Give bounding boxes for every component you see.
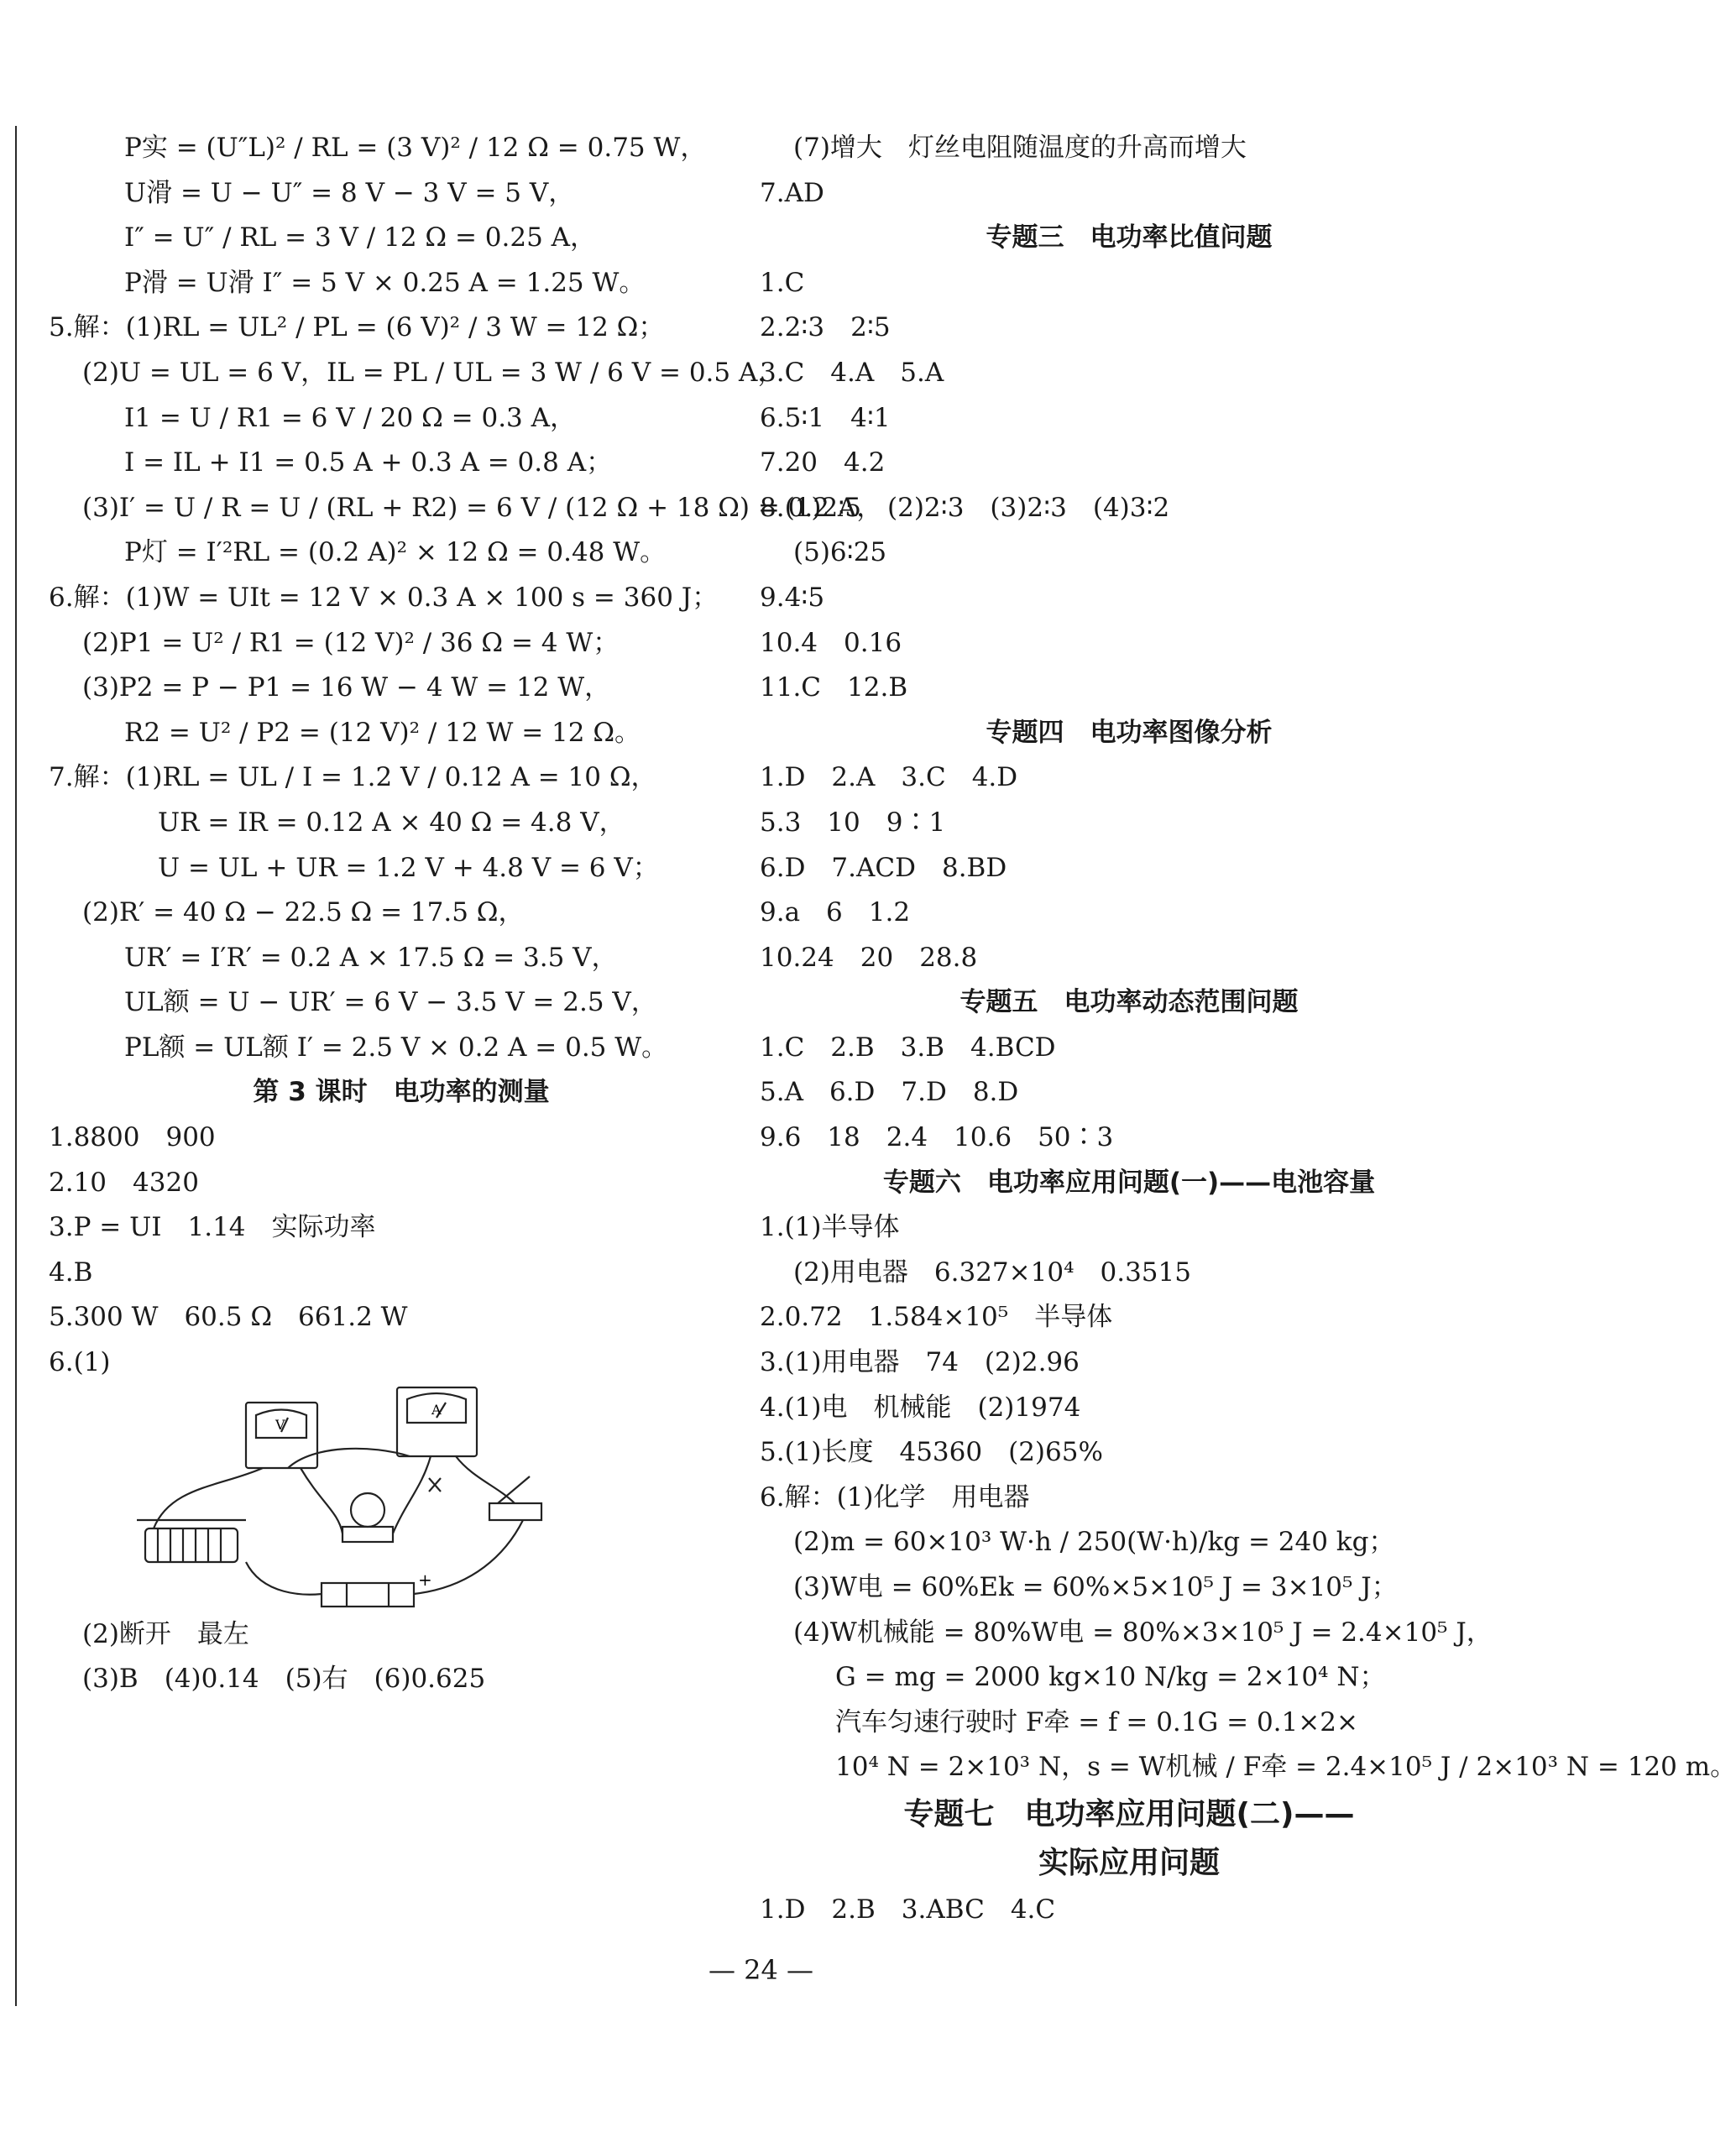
answer-line: 6.5∶1 4∶1 (760, 402, 891, 433)
bulb-icon (351, 1493, 384, 1527)
answer-line: G = mg = 2000 kg×10 N/kg = 2×10⁴ N； (835, 1662, 1386, 1693)
answer-line: 1.C 2.B 3.B 4.BCD (760, 1032, 1056, 1063)
answer-line: 10⁴ N = 2×10³ N，s = W机械 / F牵 = 2.4×10⁵ J / 2×10³ N = 120 m。 (835, 1752, 1736, 1783)
answer-line: R2 = U² / P2 = (12 V)² / 12 W = 12 Ω。 (124, 717, 641, 748)
answer-line: (2)m = 60×10³ W·h / 250(W·h)/kg = 240 kg； (793, 1527, 1395, 1558)
answer-line: 9.a 6 1.2 (760, 897, 911, 928)
answer-line: UR′ = I′R′ = 0.2 A × 17.5 Ω = 3.5 V， (124, 942, 618, 973)
answer-line: 1.8800 900 (49, 1122, 216, 1153)
answer-line: 1.D 2.A 3.C 4.D (760, 762, 1018, 793)
ammeter-label: A (431, 1401, 442, 1418)
section-heading: 专题四 电功率图像分析 (986, 717, 1273, 748)
answer-line: 1.D 2.B 3.ABC 4.C (760, 1894, 1056, 1925)
answer-line: 1.C (760, 267, 805, 298)
page-number: — 24 — (708, 1954, 814, 1986)
section-heading: 专题三 电功率比值问题 (986, 222, 1273, 253)
answer-line: 3.C 4.A 5.A (760, 357, 944, 388)
section-heading: 专题六 电功率应用问题(一)——电池容量 (882, 1167, 1376, 1198)
answer-line: (3)W电 = 60%Ek = 60%×5×10⁵ J = 3×10⁵ J； (793, 1572, 1398, 1602)
answer-line: 4.(1)电 机械能 (2)1974 (760, 1392, 1081, 1423)
answer-line: 5.3 10 9∶1 (760, 807, 946, 838)
answer-line: PL额 = UL额 I′ = 2.5 V × 0.2 A = 0.5 W。 (124, 1032, 668, 1063)
section-heading: 专题七 电功率应用问题(二)—— (903, 1796, 1355, 1831)
voltmeter-label: V (275, 1416, 285, 1433)
battery-icon (322, 1583, 414, 1607)
answer-line: P滑 = U滑 I″ = 5 V × 0.25 A = 1.25 W。 (124, 267, 646, 298)
section-heading: 专题五 电功率动态范围问题 (960, 987, 1299, 1018)
answer-line: 6.(1) (49, 1347, 111, 1378)
answer-line: UL额 = U − UR′ = 6 V − 3.5 V = 2.5 V， (124, 987, 657, 1018)
answer-line: (3)B (4)0.14 (5)右 (6)0.625 (82, 1664, 486, 1695)
circuit-drawing (120, 1386, 557, 1612)
circuit-diagram (120, 1386, 557, 1612)
answer-line: (3)I′ = U / R = U / (RL + R2) = 6 V / (12 Ω + 18 Ω) = 0.2 A， (82, 492, 883, 523)
answer-line: (2)R′ = 40 Ω − 22.5 Ω = 17.5 Ω， (82, 897, 525, 928)
answer-line: UR = IR = 0.12 A × 40 Ω = 4.8 V， (158, 807, 625, 838)
answer-line: 3.(1)用电器 74 (2)2.96 (760, 1347, 1080, 1378)
answer-line: 1.(1)半导体 (760, 1212, 900, 1243)
answer-line: I″ = U″ / RL = 3 V / 12 Ω = 0.25 A， (124, 222, 597, 253)
answer-line: (2)断开 最左 (82, 1618, 249, 1649)
answer-line: 11.C 12.B (760, 672, 908, 703)
answer-line: 5.解：(1)RL = UL² / PL = (6 V)² / 3 W = 12 Ω； (49, 312, 665, 343)
answer-line: (5)6∶25 (793, 537, 887, 568)
answer-line: 5.A 6.D 7.D 8.D (760, 1077, 1019, 1108)
answer-line: (4)W机械能 = 80%W电 = 80%×3×10⁵ J = 2.4×10⁵ J， (793, 1617, 1493, 1648)
answer-line: 4.B (49, 1257, 93, 1288)
answer-line: 6.解：(1)W = UIt = 12 V × 0.3 A × 100 s = 360 J； (49, 582, 719, 613)
answer-line: (2)用电器 6.327×10⁴ 0.3515 (793, 1257, 1191, 1288)
answer-line: 5.300 W 60.5 Ω 661.2 W (49, 1302, 408, 1333)
answer-line: (2)P1 = U² / R1 = (12 V)² / 36 Ω = 4 W； (82, 627, 620, 658)
answer-line: (2)U = UL = 6 V，IL = PL / UL = 3 W / 6 V = 0.5 A， (82, 357, 784, 388)
section-heading: 实际应用问题 (1038, 1845, 1220, 1880)
right-column (760, 126, 1736, 1933)
answer-line: 汽车匀速行驶时 F牵 = f = 0.1G = 0.1×2× (835, 1706, 1358, 1737)
answer-line: 6.D 7.ACD 8.BD (760, 852, 1007, 883)
answer-line: 7.20 4.2 (760, 447, 886, 478)
answer-line: I = IL + I1 = 0.5 A + 0.3 A = 0.8 A； (124, 447, 613, 478)
column-rule (15, 126, 17, 2006)
answer-line: 7.AD (760, 177, 824, 208)
answer-line: (7)增大 灯丝电阻随温度的升高而增大 (793, 133, 1247, 163)
answer-line: 7.解：(1)RL = UL / I = 1.2 V / 0.12 A = 10 Ω， (49, 762, 657, 793)
answer-line: 2.0.72 1.584×10⁵ 半导体 (760, 1302, 1113, 1333)
answer-line: 3.P = UI 1.14 实际功率 (49, 1212, 376, 1243)
right-column-lines (760, 126, 1736, 1933)
answer-line: P灯 = I′²RL = (0.2 A)² × 12 Ω = 0.48 W。 (124, 537, 667, 568)
rheostat-icon (145, 1528, 238, 1562)
answer-line: 6.解：(1)化学 用电器 (760, 1481, 1030, 1513)
answer-line: 5.(1)长度 45360 (2)65% (760, 1437, 1103, 1468)
answer-line: 9.6 18 2.4 10.6 50∶3 (760, 1122, 1114, 1153)
battery-plus-label: + (418, 1569, 432, 1590)
answer-line: 8.(1)2∶5 (2)2∶3 (3)2∶3 (4)3∶2 (760, 492, 1170, 523)
switch-icon (489, 1503, 541, 1520)
answer-line: 10.4 0.16 (760, 627, 902, 658)
answer-line: I1 = U / R1 = 6 V / 20 Ω = 0.3 A， (124, 402, 577, 433)
answer-line: 10.24 20 28.8 (760, 942, 978, 973)
answer-line: 2.2∶3 2∶5 (760, 312, 891, 343)
answer-line: U = UL + UR = 1.2 V + 4.8 V = 6 V； (158, 852, 659, 883)
answer-line: 9.4∶5 (760, 582, 825, 613)
section-heading: 第 3 课时 电功率的测量 (253, 1077, 550, 1108)
answer-line: 2.10 4320 (49, 1167, 199, 1198)
left-column-after-figure (49, 1612, 754, 1702)
answer-line: (3)P2 = P − P1 = 16 W − 4 W = 12 W， (82, 672, 611, 703)
answer-line: U滑 = U − U″ = 8 V − 3 V = 5 V， (124, 177, 575, 208)
answer-line: P实 = (U″L)² / RL = (3 V)² / 12 Ω = 0.75 W， (124, 133, 707, 163)
